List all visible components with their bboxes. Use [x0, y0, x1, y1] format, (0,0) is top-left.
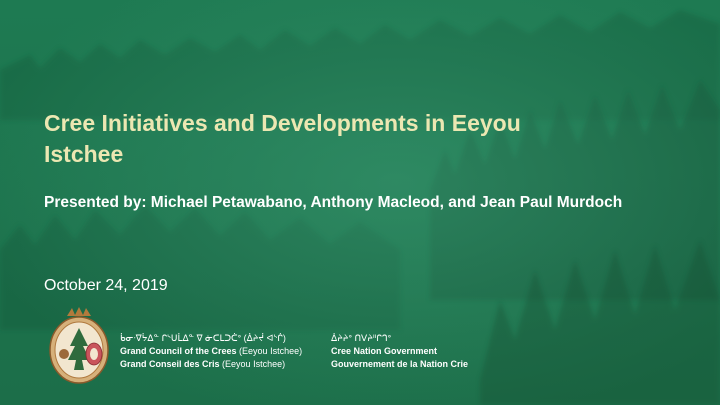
presentation-date: October 24, 2019 [44, 277, 168, 294]
gcc-french-name: Grand Conseil des Cris [120, 359, 220, 369]
gcc-name-block [120, 332, 302, 371]
presenters-line: Presented by: Michael Petawabano, Anthony Macleod, and Jean Paul Murdoch [44, 194, 623, 211]
cng-french: Gouvernement de la Nation Crie [331, 359, 469, 369]
gcc-french [120, 358, 302, 371]
gcc-syllabics: ᑳᓂᐧᐁᔮᐃᓐ ᒋᔅᑌᒫᐃᓐ ᐁ ᓃᑕᒪᑐᑖᐤ (ᐄᔨᔫ ᐊᔅᒌ) [120, 333, 286, 343]
grand-council-seal-icon [48, 306, 110, 386]
gcc-english [120, 345, 302, 358]
cng-english: Cree Nation Government [331, 346, 438, 356]
gcc-english-region: (Eeyou Istchee) [239, 346, 303, 356]
cng-syllabics: ᐄᔨᔨᐤ ᑎᐯᔨᐦᒋᒉᐤ [331, 333, 392, 343]
gcc-english-name: Grand Council of the Crees [120, 346, 237, 356]
slide-title: Cree Initiatives and Developments in Eeyou Istchee [44, 110, 521, 167]
cng-name-block [331, 332, 468, 371]
gcc-french-region: (Eeyou Istchee) [222, 359, 286, 369]
